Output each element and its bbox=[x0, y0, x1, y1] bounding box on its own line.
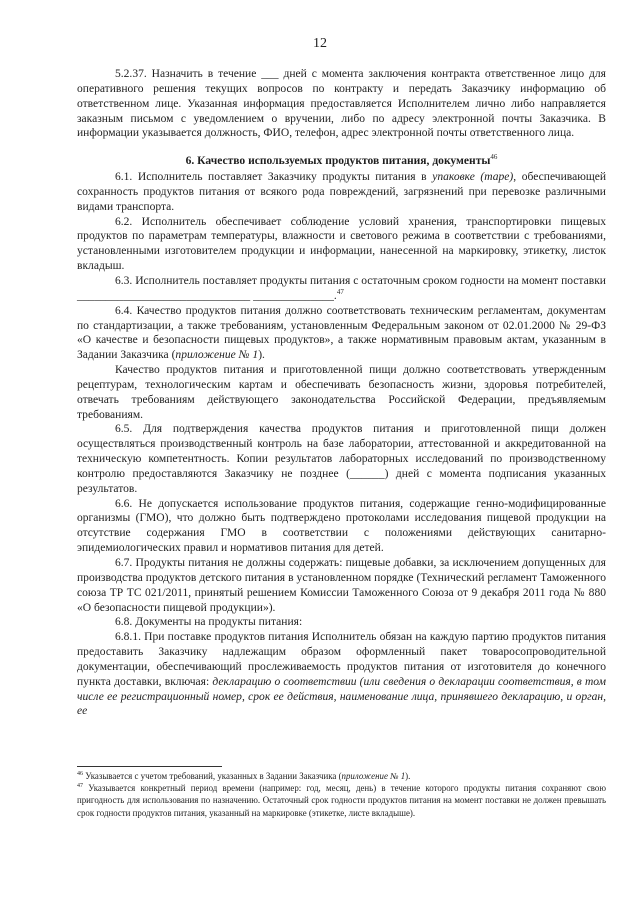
footnote-47 bbox=[77, 782, 606, 819]
section-6-heading bbox=[77, 154, 606, 169]
paragraph-6-4-italic: приложение № 1 bbox=[175, 349, 259, 362]
paragraph-6-4-text-a: 6.4. Качество продуктов питания должно соответствовать техническим регламентам, документам по стандартизации, а также требованиям, установленным Федеральным законом от 02.01.2000 № 29-ФЗ «О качестве и безопасности пищевых продуктов», а также нормативным правовым актам, указанным в Задании Заказчика ( bbox=[77, 304, 606, 362]
paragraph-6-8-1-text: 6.8.1. При поставке продуктов питания Исполнитель обязан на каждую партию продуктов питания предоставить Заказчику надлежащим образом оформленный пакет товаросопроводительной документации, обеспечивающий прослеживаемость продуктов питания от изготовителя до конечного пункта доставки, включая: bbox=[77, 631, 606, 688]
footnote-46-text: Указывается с учетом требований, указанных в Задании Заказчика ( bbox=[83, 771, 342, 781]
paragraph-6-5: 6.5. Для подтверждения качества продуктов питания и приготовленной пищи должен осуществляться производственный контроль на базе лаборатории, аттестованной и аккредитованной на техническую компетентность. Копии результатов лабораторных исследований по производственному контролю предоставляются Заказчику не позднее (______) дней с момента подписания указанных результатов. bbox=[77, 423, 606, 495]
footnote-46-italic: приложение № 1 bbox=[341, 771, 406, 781]
paragraph-6-6: 6.6. Не допускается использование продуктов питания, содержащие генно-модифицированные организмы (ГМО), что должно быть подтверждено протоколами исследования пищевой продукции на отсутствие содержания ГМО в соответствии с положениями действующих санитарно-эпидемиологических правил и нормативов питания для детей. bbox=[77, 497, 606, 555]
paragraph-6-3 bbox=[77, 274, 606, 304]
paragraph-6-7: 6.7. Продукты питания не должны содержать: пищевые добавки, за исключением допущенных для производства продуктов детского питания в установленном порядке (Технический регламент Таможенного союза ТР ТС 021/2011, принятый решением Комиссии Таможенного Союза от 9 декабря 2011 года № 880 «О безопасности пищевой продукции»). bbox=[77, 557, 606, 614]
paragraph-6-1 bbox=[77, 170, 606, 215]
page-number: 12 bbox=[313, 36, 327, 51]
paragraph-6-1-text-b: , обеспечивающей сохранность продуктов питания от всякого рода повреждений, загрязнений при перевозке различными видами транспорта. bbox=[77, 171, 607, 213]
paragraph-6-4-text-b: ). bbox=[258, 349, 265, 362]
paragraph-6-1-text-a: 6.1. Исполнитель поставляет Заказчику продукты питания в bbox=[115, 171, 433, 184]
paragraph-6-4 bbox=[77, 304, 606, 363]
footnote-47-text: Указывается конкретный период времени (например: год, месяц, день) в течение которого продукты питания сохраняют свою пригодность для использования по назначению. Остаточный срок годности продуктов питания на момент поставки не должен превышать срок годности продуктов питания, указанный на маркировке (этикетке, листе вкладыше). bbox=[77, 783, 606, 818]
paragraph-6-8-1-italic: декларацию о соответствии (или сведения о декларации соответствия, в том числе ее регистрационный номер, срок ее действия, наименование лица, принявшего декларацию, и орган, ее bbox=[77, 675, 607, 718]
footnote-divider bbox=[77, 766, 222, 767]
paragraph-6-4-quality: Качество продуктов питания и приготовленной пищи должно соответствовать утвержденным рецептурам, технологическим картам и обеспечивать безопасность жизни, здоровья потребителей, отвечать требованиям действующего законодательства Российской Федерации, предъявляемым требованиям. bbox=[77, 364, 606, 421]
footnotes bbox=[77, 766, 606, 819]
paragraph-5-2-37: 5.2.37. Назначить в течение ___ дней с момента заключения контракта ответственное лицо для оперативного решения текущих вопросов по контракту и передать Заказчику информацию об ответственном лице. Указанная информация предоставляется Исполнителем лично либо направляется заказным письмом с уведомлением о вручении, либо по адресу электронной почты Заказчика. В информации указывается должность, ФИО, телефон, адрес электронной почты ответственного лица. bbox=[77, 68, 606, 140]
footnote-ref-47[interactable]: 47 bbox=[336, 287, 344, 296]
footnote-46 bbox=[77, 770, 606, 782]
paragraph-6-8: 6.8. Документы на продукты питания: bbox=[115, 616, 303, 629]
paragraph-6-2: 6.2. Исполнитель обеспечивает соблюдение условий хранения, транспортировки пищевых продуктов по параметрам температуры, влажности и светового режима в соответствии с требованиями, установленными изготовителем продукции и информации, нанесенной на маркировку, этикетку, листок вкладыш. bbox=[77, 215, 606, 273]
footnote-46-text-end: ). bbox=[405, 771, 411, 781]
paragraph-6-1-italic: упаковке (таре) bbox=[432, 171, 514, 184]
paragraph-6-8-1 bbox=[77, 630, 606, 719]
footnote-47-number: 47 bbox=[77, 783, 83, 790]
paragraph-6-3-text: 6.3. Исполнитель поставляет продукты питания с остаточным сроком годности на момент поставки ______________________________ ______________. bbox=[77, 274, 606, 302]
footnote-ref-46[interactable]: 46 bbox=[490, 153, 498, 162]
section-6-title: 6. Качество используемых продуктов питания, документы bbox=[185, 155, 491, 168]
body-text bbox=[77, 67, 606, 719]
footnote-46-number: 46 bbox=[77, 771, 83, 778]
